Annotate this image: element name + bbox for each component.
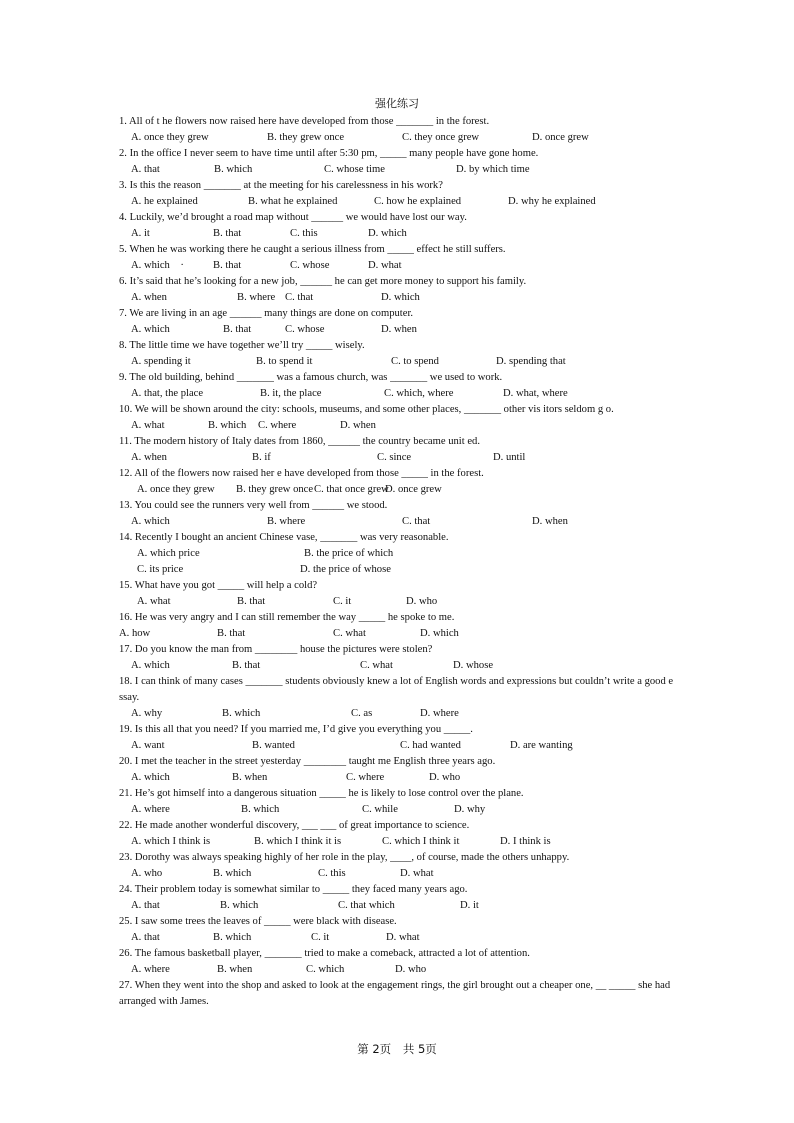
question-stem: 27. When they went into the shop and asked to look at the engagement rings, the girl brought out a cheaper one, __ _____ she had arranged with James.: [119, 980, 671, 1007]
question-stem: 26. The famous basketball player, _______ tried to make a comeback, attracted a lot of attention.: [119, 948, 530, 959]
option-a: A. where: [131, 964, 170, 975]
option-d: D. when: [381, 324, 417, 335]
option-b: B. when: [217, 964, 253, 975]
option-b: B. that: [223, 324, 252, 335]
option-b: B. which: [213, 932, 252, 943]
options-row: [119, 514, 675, 530]
page-footer: [0, 1041, 794, 1057]
question-stem: 14. Recently I bought an ancient Chinese vase, _______ was very reasonable.: [119, 532, 449, 543]
options-row: [119, 930, 675, 946]
question-stem: 24. Their problem today is somewhat similar to _____ they faced many years ago.: [119, 884, 468, 895]
option-b: B. which: [208, 420, 247, 431]
option-b: B. they grew once: [267, 132, 345, 143]
option-c: C. which I think it: [382, 836, 460, 847]
option-c: C. as: [351, 708, 373, 719]
option-a: A. which: [131, 516, 170, 527]
option-b: B. where: [267, 516, 306, 527]
option-d: D. by which time: [456, 164, 530, 175]
option-c: C. that: [402, 516, 431, 527]
option-d: D. once grew: [385, 484, 442, 495]
options-row: [119, 770, 675, 786]
question-stem: 11. The modern history of Italy dates from 1860, ______ the country became unit ed.: [119, 436, 480, 447]
question-11: [119, 434, 675, 466]
option-c: C. how he explained: [374, 196, 462, 207]
option-b: B. to spend it: [256, 356, 313, 367]
options-row: [119, 738, 675, 754]
options-row: [119, 866, 675, 882]
question-stem: 4. Luckily, we’d brought a road map without ______ we would have lost our way.: [119, 212, 467, 223]
option-c: C. since: [377, 452, 412, 463]
options-row: [119, 386, 675, 402]
question-stem: 22. He made another wonderful discovery, ___ ___ of great importance to science.: [119, 820, 470, 831]
question-stem: 5. When he was working there he caught a serious illness from _____ effect he still suffers.: [119, 244, 506, 255]
option-d: D. when: [340, 420, 376, 431]
options-row: [119, 258, 675, 274]
question-1: [119, 114, 675, 146]
option-a: A. it: [131, 228, 150, 239]
options-row: [119, 562, 675, 578]
option-d: D. which: [420, 628, 459, 639]
options-row: [119, 626, 675, 642]
question-stem: 7. We are living in an age ______ many things are done on computer.: [119, 308, 414, 319]
question-stem: 10. We will be shown around the city: schools, museums, and some other places, _______ other vis itors seldom g o.: [119, 404, 614, 415]
option-a: A. which I think is: [131, 836, 211, 847]
options-row: [119, 322, 675, 338]
question-stem: 12. All of the flowers now raised her e have developed from those _____ in the forest.: [119, 468, 484, 479]
option-c: C. it: [311, 932, 330, 943]
question-12: [119, 466, 675, 498]
option-c: C. what: [333, 628, 366, 639]
option-b: B. wanted: [252, 740, 295, 751]
option-c: C. whose: [290, 260, 330, 271]
option-a: A. spending it: [131, 356, 191, 367]
option-d: D. it: [460, 900, 479, 911]
question-21: [119, 786, 675, 818]
option-c: C. its price: [137, 564, 184, 575]
question-stem: 23. Dorothy was always speaking highly of her role in the play, ____, of course, made the others unhappy.: [119, 852, 570, 863]
option-a: A. want: [131, 740, 165, 751]
question-25: [119, 914, 675, 946]
option-d: D. why he explained: [508, 196, 596, 207]
question-stem: 15. What have you got _____ will help a cold?: [119, 580, 318, 591]
option-b: B. that: [232, 660, 261, 671]
options-row: [119, 802, 675, 818]
option-d: D. who: [406, 596, 438, 607]
option-d: D. when: [532, 516, 568, 527]
question-stem: 20. I met the teacher in the street yesterday ________ taught me English three years ago.: [119, 756, 496, 767]
question-23: [119, 850, 675, 882]
question-stem: 18. I can think of many cases _______ students obviously knew a lot of English words and expressions but couldn’t write a good essay.: [119, 676, 674, 703]
option-b: B. which: [220, 900, 259, 911]
options-row: [119, 658, 675, 674]
option-c: C. whose: [285, 324, 325, 335]
option-c: C. which, where: [384, 388, 454, 399]
option-b: B. which: [214, 164, 253, 175]
option-b: B. the price of which: [304, 548, 394, 559]
option-a: A. he explained: [131, 196, 198, 207]
option-d: D. the price of whose: [300, 564, 391, 575]
question-stem: 13. You could see the runners very well from ______ we stood.: [119, 500, 388, 511]
question-2: [119, 146, 675, 178]
option-d: D. which: [381, 292, 420, 303]
options-row: [119, 546, 675, 562]
question-stem: 17. Do you know the man from ________ house the pictures were stolen?: [119, 644, 433, 655]
option-a: A. which price: [137, 548, 200, 559]
question-27: [119, 978, 675, 1010]
question-stem: 25. I saw some trees the leaves of _____ were black with disease.: [119, 916, 397, 927]
question-stem: 19. Is this all that you need? If you married me, I’d give you everything you _____.: [119, 724, 473, 735]
option-b: B. they grew once: [236, 484, 314, 495]
question-stem: 1. All of t he flowers now raised here have developed from those _______ in the forest.: [119, 116, 490, 127]
option-a: A. that: [131, 932, 160, 943]
option-c: C. it: [333, 596, 352, 607]
page-title: 强化练习: [375, 97, 419, 110]
question-6: [119, 274, 675, 306]
option-c: C. while: [362, 804, 398, 815]
option-b: B. if: [252, 452, 271, 463]
question-stem: 8. The little time we have together we’ll try _____ wisely.: [119, 340, 365, 351]
options-row: [119, 962, 675, 978]
option-a: A. why: [131, 708, 163, 719]
option-c: C. they once grew: [402, 132, 480, 143]
option-b: B. which: [222, 708, 261, 719]
option-d: D. which: [368, 228, 407, 239]
option-a: A. once they grew: [137, 484, 215, 495]
options-row: [119, 834, 675, 850]
option-a: A. where: [131, 804, 170, 815]
option-c: C. what: [360, 660, 393, 671]
page-total: 共 5页: [402, 1042, 437, 1056]
options-row: [119, 450, 675, 466]
option-c: C. that which: [338, 900, 395, 911]
question-19: [119, 722, 675, 754]
option-d: D. why: [454, 804, 486, 815]
options-row: [119, 418, 675, 434]
option-a: A. that: [131, 900, 160, 911]
option-c: C. that once grew: [314, 484, 389, 495]
option-b: B. what he explained: [248, 196, 338, 207]
option-d: D. what, where: [503, 388, 568, 399]
options-row: [119, 482, 675, 498]
option-a: A. that, the place: [131, 388, 204, 399]
option-b: B. that: [213, 228, 242, 239]
option-b: B. which: [241, 804, 280, 815]
question-8: [119, 338, 675, 370]
option-c: C. that: [285, 292, 314, 303]
question-stem: 3. Is this the reason _______ at the meeting for his carelessness in his work?: [119, 180, 443, 191]
options-row: [119, 898, 675, 914]
option-c: C. where: [258, 420, 297, 431]
options-row: [119, 226, 675, 242]
option-a: A. when: [131, 292, 167, 303]
option-b: B. that: [217, 628, 246, 639]
question-stem: 9. The old building, behind _______ was a famous church, was _______ we used to work.: [119, 372, 503, 383]
options-row: [119, 130, 675, 146]
option-d: D. what: [400, 868, 434, 879]
options-row: [119, 594, 675, 610]
option-a: A. which: [131, 324, 170, 335]
option-d: D. what: [386, 932, 420, 943]
option-a: A. which: [131, 660, 170, 671]
option-a: A. who: [131, 868, 163, 879]
option-c: C. whose time: [324, 164, 385, 175]
option-d: D. whose: [453, 660, 494, 671]
option-a: A. which ·: [131, 260, 184, 271]
option-a: A. once they grew: [131, 132, 209, 143]
option-c: C. this: [318, 868, 346, 879]
question-26: [119, 946, 675, 978]
option-a: A. which: [131, 772, 170, 783]
option-b: B. that: [237, 596, 266, 607]
exercise-list: [119, 114, 675, 1010]
question-stem: 2. In the office I never seem to have time until after 5:30 pm, _____ many people have gone home.: [119, 148, 539, 159]
option-b: B. when: [232, 772, 268, 783]
option-a: A. how: [119, 628, 151, 639]
option-d: D. where: [420, 708, 459, 719]
page-number: 第 2页: [357, 1042, 392, 1056]
question-stem: 6. It’s said that he’s looking for a new job, ______ he can get more money to support his family.: [119, 276, 527, 287]
option-b: B. that: [213, 260, 242, 271]
question-15: [119, 578, 675, 610]
option-b: B. which I think it is: [254, 836, 342, 847]
question-18: [119, 674, 675, 722]
option-d: D. who: [429, 772, 461, 783]
option-c: C. to spend: [391, 356, 439, 367]
question-10: [119, 402, 675, 434]
option-c: C. this: [290, 228, 318, 239]
option-b: B. which: [213, 868, 252, 879]
question-9: [119, 370, 675, 402]
option-a: A. what: [131, 420, 165, 431]
option-c: C. where: [346, 772, 385, 783]
option-b: B. where: [237, 292, 276, 303]
question-20: [119, 754, 675, 786]
question-stem: 16. He was very angry and I can still remember the way _____ he spoke to me.: [119, 612, 455, 623]
option-d: D. until: [493, 452, 526, 463]
option-d: D. who: [395, 964, 427, 975]
question-13: [119, 498, 675, 530]
question-5: [119, 242, 675, 274]
options-row: [119, 290, 675, 306]
option-d: D. once grew: [532, 132, 589, 143]
option-d: D. I think is: [500, 836, 551, 847]
options-row: [119, 354, 675, 370]
option-a: A. when: [131, 452, 167, 463]
option-d: D. spending that: [496, 356, 566, 367]
question-3: [119, 178, 675, 210]
option-d: D. what: [368, 260, 402, 271]
option-b: B. it, the place: [260, 388, 322, 399]
question-14: [119, 530, 675, 578]
options-row: [119, 194, 675, 210]
option-a: A. what: [137, 596, 171, 607]
option-a: A. that: [131, 164, 160, 175]
question-24: [119, 882, 675, 914]
option-c: C. which: [306, 964, 345, 975]
question-17: [119, 642, 675, 674]
question-16: [119, 610, 675, 642]
options-row: [119, 706, 675, 722]
option-c: C. had wanted: [400, 740, 461, 751]
option-d: D. are wanting: [510, 740, 573, 751]
question-7: [119, 306, 675, 338]
question-stem: 21. He’s got himself into a dangerous situation _____ he is likely to lose control over the plane.: [119, 788, 524, 799]
options-row: [119, 162, 675, 178]
question-22: [119, 818, 675, 850]
question-4: [119, 210, 675, 242]
